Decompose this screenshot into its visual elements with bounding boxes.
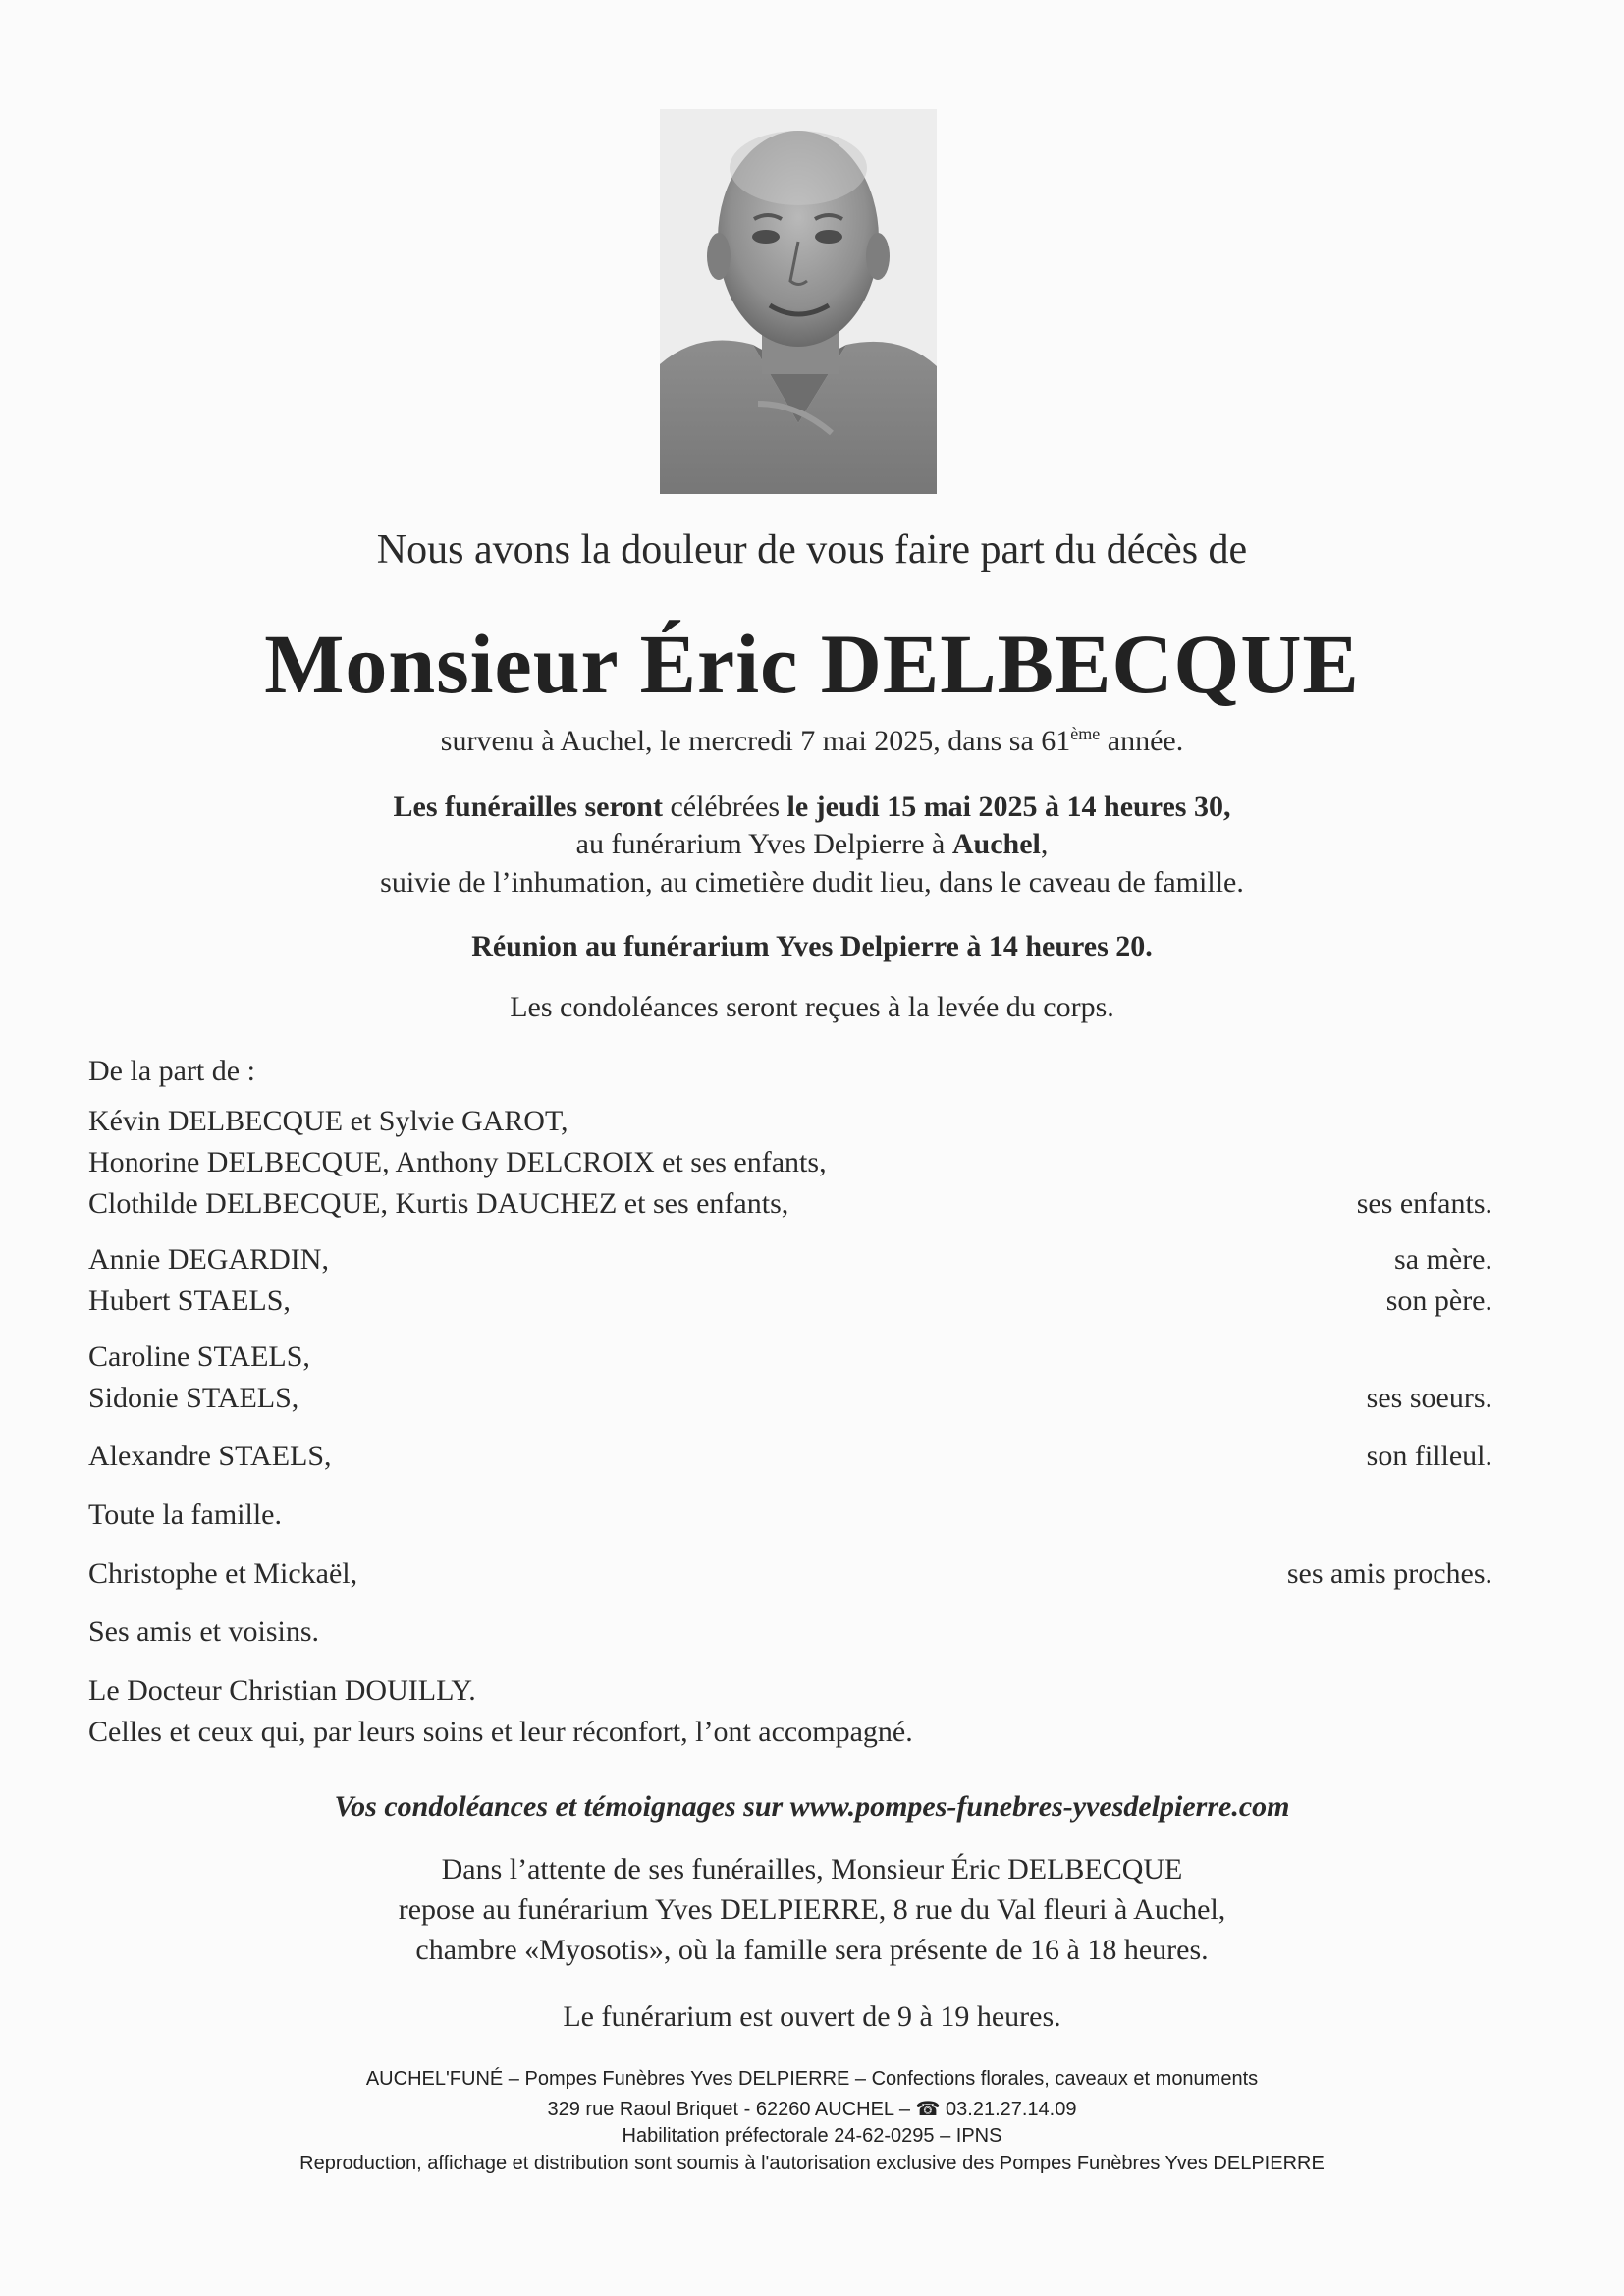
funeral-place-comma: , xyxy=(1040,828,1049,860)
family-member: Alexandre STAELS, xyxy=(88,1440,332,1472)
death-details-main: survenu à Auchel, le mercredi 7 mai 2025, dans sa 61 xyxy=(440,725,1071,757)
family-relation: ses amis proches. xyxy=(1286,1558,1492,1590)
funeral-line-3: suivie de l’inhumation, au cimetière dudit lieu, dans le caveau de famille. xyxy=(380,866,1244,899)
condolences-note: Les condoléances seront reçues à la levée du corps. xyxy=(510,991,1114,1023)
family-member: Honorine DELBECQUE, Anthony DELCROIX et ses enfants, xyxy=(88,1146,827,1178)
family-member: Ses amis et voisins. xyxy=(88,1615,320,1648)
family-member: Kévin DELBECQUE et Sylvie GAROT, xyxy=(88,1105,568,1137)
family-member: Sidonie STAELS, xyxy=(88,1382,299,1414)
funeral-town: Auchel xyxy=(951,828,1041,860)
funeral-place: au funérarium Yves Delpierre à xyxy=(575,828,952,860)
ordinal-suffix: ème xyxy=(1070,724,1101,743)
condolences-website: Vos condoléances et témoignages sur www.pompes-funebres-yvesdelpierre.com xyxy=(334,1790,1290,1823)
footer-copyright: Reproduction, affichage et distribution sont soumis à l'autorisation exclusive des Pompes Funèbres Yves DELPIERRE xyxy=(299,2153,1325,2174)
footer-phone: 03.21.27.14.09 xyxy=(940,2099,1077,2120)
funeral-label: Les funérailles seront xyxy=(393,791,663,823)
portrait-photo xyxy=(660,109,937,494)
deceased-name: Monsieur Éric DELBECQUE xyxy=(264,617,1360,711)
funeral-date: le jeudi 15 mai 2025 à 14 heures 30, xyxy=(786,791,1231,823)
footer-company: AUCHEL'FUNÉ – Pompes Funèbres Yves DELPIERRE – Confections florales, caveaux et monuments xyxy=(365,2068,1259,2090)
repose-line-1: Dans l’attente de ses funérailles, Monsieur Éric DELBECQUE xyxy=(441,1853,1183,1886)
family-member: Le Docteur Christian DOUILLY. xyxy=(88,1674,476,1707)
family-member: Annie DEGARDIN, xyxy=(88,1243,329,1276)
family-member: Hubert STAELS, xyxy=(88,1285,291,1317)
opening-hours: Le funérarium est ouvert de 9 à 19 heures. xyxy=(563,2000,1061,2033)
funeral-line-1 xyxy=(0,791,1624,824)
family-member: Clothilde DELBECQUE, Kurtis DAUCHEZ et ses enfants, xyxy=(88,1187,789,1220)
family-relation: ses soeurs. xyxy=(1366,1382,1492,1414)
footer-license: Habilitation préfectorale 24-62-0295 – IPNS xyxy=(622,2125,1002,2147)
death-details xyxy=(0,725,1624,758)
family-relation: son filleul. xyxy=(1366,1440,1492,1472)
funeral-verb: célébrées xyxy=(662,791,787,823)
family-member: Christophe et Mickaël, xyxy=(88,1558,358,1590)
meeting-time: Réunion au funérarium Yves Delpierre à 14 heures 20. xyxy=(471,930,1153,962)
family-relation: sa mère. xyxy=(1394,1243,1492,1276)
family-member: Caroline STAELS, xyxy=(88,1340,310,1373)
repose-line-2: repose au funérarium Yves DELPIERRE, 8 rue du Val fleuri à Auchel, xyxy=(398,1893,1226,1926)
intro-text: Nous avons la douleur de vous faire part du décès de xyxy=(376,527,1248,573)
repose-line-3: chambre «Myosotis», où la famille sera présente de 16 à 18 heures. xyxy=(415,1934,1209,1966)
death-details-end: année. xyxy=(1100,725,1184,757)
funeral-line-2 xyxy=(0,828,1624,861)
family-member: Celles et ceux qui, par leurs soins et leur réconfort, l’ont accompagné. xyxy=(88,1716,913,1748)
phone-icon: ☎ xyxy=(915,2099,941,2120)
family-member: Toute la famille. xyxy=(88,1499,282,1531)
family-relation: ses enfants. xyxy=(1356,1187,1492,1220)
family-relation: son père. xyxy=(1385,1285,1492,1317)
family-header-label: De la part de : xyxy=(88,1055,255,1087)
footer-address-text: 329 rue Raoul Briquet - 62260 AUCHEL – xyxy=(547,2099,916,2120)
footer-address xyxy=(0,2097,1624,2121)
